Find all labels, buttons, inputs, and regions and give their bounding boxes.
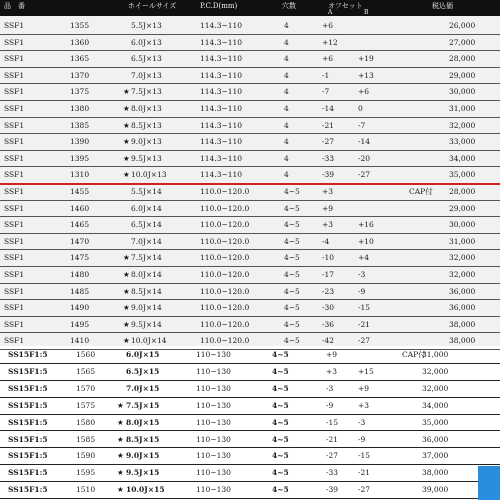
table-row: [0, 482, 500, 499]
header-offset: オフセット: [328, 2, 363, 10]
cell-wheel: 5.5J×13: [131, 21, 162, 30]
cell-name: SSF1: [4, 236, 25, 246]
cell-code: 1365: [70, 54, 90, 64]
cell-pcd: 110.0~120.0: [200, 203, 250, 213]
cell-name: SS15F1:5: [8, 451, 48, 461]
cell-code: 1475: [70, 253, 90, 263]
cell-holes: 4: [284, 120, 289, 130]
cell-pcd: 114.3~110: [200, 37, 243, 47]
cell-code: 1490: [70, 303, 90, 313]
cell-a: -1: [322, 70, 330, 80]
cell-name: SSF1: [4, 170, 25, 180]
cell-wheel: 9.5J×13: [131, 153, 162, 163]
cell-pcd: 110~130: [196, 350, 231, 359]
table-row: [0, 184, 500, 201]
cell-price: 28,000: [449, 54, 476, 64]
cell-name: SS15F1:5: [8, 400, 48, 410]
cell-a: +3: [322, 187, 334, 196]
cell-holes: 4~5: [284, 236, 300, 246]
cell-holes: 4~5: [284, 203, 300, 213]
cell-code: 1480: [70, 270, 90, 279]
cell-pcd: 110.0~120.0: [200, 336, 250, 346]
cell-a: -21: [326, 434, 339, 444]
table-row: [0, 364, 500, 381]
cell-code: 1470: [70, 236, 90, 246]
cell-price: 31,000: [422, 350, 449, 359]
cell-holes: 4~5: [284, 187, 300, 196]
cell-holes: 4: [284, 54, 289, 64]
cell-holes: 4~5: [284, 319, 300, 329]
cell-wheel: 8.5J×13: [131, 120, 162, 130]
cell-b: +9: [358, 383, 370, 393]
table-row: [0, 415, 500, 432]
cell-wheel: 8.0J×15: [126, 417, 160, 427]
table-row: [0, 18, 500, 35]
cell-price: 31,000: [449, 104, 476, 113]
cell-star: ★: [117, 417, 124, 427]
cell-a: +6: [322, 54, 334, 64]
cell-wheel: 8.5J×15: [126, 434, 160, 444]
cell-name: SS15F1:5: [8, 366, 48, 376]
header-pcd: P.C.D(mm): [200, 2, 238, 10]
cell-pcd: 114.3~110: [200, 153, 243, 163]
cell-star: ★: [123, 303, 130, 313]
cell-b: -9: [358, 286, 366, 296]
cell-b: -21: [358, 468, 371, 478]
cell-pcd: 110.0~120.0: [200, 220, 250, 230]
cell-pcd: 114.3~110: [200, 54, 243, 64]
cell-a: +3: [322, 220, 334, 230]
cell-name: SS15F1:5: [8, 350, 48, 359]
cell-price: 36,000: [422, 434, 449, 444]
cell-pcd: 110.0~120.0: [200, 319, 250, 329]
cell-code: 1385: [70, 120, 90, 130]
cell-pcd: 110.0~120.0: [200, 303, 250, 313]
cell-a: +9: [326, 350, 338, 359]
table-row: [0, 118, 500, 135]
cell-pcd: 110.0~120.0: [200, 253, 250, 263]
cell-name: SSF1: [4, 187, 25, 196]
cell-code: 1460: [70, 203, 90, 213]
cell-wheel: 5.5J×14: [131, 187, 162, 196]
cell-wheel: 7.0J×13: [131, 70, 162, 80]
cell-price: 34,000: [422, 400, 449, 410]
cell-price: 30,000: [449, 87, 476, 97]
cell-holes: 4~5: [284, 336, 300, 346]
cell-price: 34,000: [449, 153, 476, 163]
cell-price: 37,000: [422, 451, 449, 461]
cell-name: SS15F1:5: [8, 383, 48, 393]
cell-holes: 4~5: [272, 383, 289, 393]
cell-price: 26,000: [449, 21, 476, 30]
cell-a: -33: [326, 468, 339, 478]
table-row: [0, 51, 500, 68]
cell-holes: 4: [284, 87, 289, 97]
cell-price: 32,000: [422, 383, 449, 393]
table-row: [0, 217, 500, 234]
cell-a: -39: [326, 485, 339, 495]
cell-b: -15: [358, 303, 371, 313]
cell-a: -23: [322, 286, 335, 296]
cell-code: 1510: [76, 485, 96, 495]
cell-a: -17: [322, 270, 335, 279]
cell-price: 38,000: [449, 336, 476, 346]
header-offset-a: A: [328, 9, 333, 16]
blue-accent-block: [478, 466, 500, 500]
cell-a: -15: [326, 417, 339, 427]
cell-cap: CAP付: [409, 187, 433, 196]
cell-name: SSF1: [4, 336, 25, 346]
cell-name: SSF1: [4, 203, 25, 213]
cell-holes: 4~5: [272, 366, 289, 376]
cell-a: -36: [322, 319, 335, 329]
cell-pcd: 110~130: [196, 468, 231, 478]
cell-code: 1495: [70, 319, 90, 329]
cell-wheel: 7.5J×13: [131, 87, 162, 97]
cell-name: SSF1: [4, 21, 25, 30]
cell-a: -21: [322, 120, 335, 130]
cell-a: -7: [322, 87, 330, 97]
table-row: [0, 267, 500, 284]
cell-code: 1560: [76, 350, 96, 359]
cell-star: ★: [117, 468, 124, 478]
table-header: [0, 0, 500, 16]
cell-holes: 4~5: [272, 400, 289, 410]
header-wheel-size: ホイールサイズ: [128, 2, 177, 10]
cell-star: ★: [117, 434, 124, 444]
cell-b: +13: [358, 70, 374, 80]
cell-code: 1585: [76, 434, 96, 444]
header-product: 品 番: [4, 2, 25, 10]
cell-code: 1590: [76, 451, 96, 461]
header-offset-b: B: [364, 9, 369, 16]
red-divider-line: [0, 183, 500, 185]
cell-name: SSF1: [4, 37, 25, 47]
table-row: [0, 347, 500, 364]
cell-price: 36,000: [449, 286, 476, 296]
cell-holes: 4: [284, 37, 289, 47]
cell-code: 1575: [76, 400, 96, 410]
cell-a: +9: [322, 203, 334, 213]
cell-b: 0: [358, 104, 363, 113]
cell-price: 31,000: [449, 236, 476, 246]
cell-pcd: 114.3~110: [200, 70, 243, 80]
cell-holes: 4~5: [272, 434, 289, 444]
cell-b: -7: [358, 120, 366, 130]
header-holes: 穴数: [282, 2, 296, 10]
table-row: [0, 101, 500, 118]
cell-star: ★: [123, 87, 130, 97]
cell-a: -3: [326, 383, 334, 393]
cell-name: SSF1: [4, 87, 25, 97]
cell-code: 1375: [70, 87, 90, 97]
cell-price: 32,000: [449, 253, 476, 263]
cell-wheel: 7.5J×15: [126, 400, 160, 410]
table-row: [0, 234, 500, 251]
cell-wheel: 9.0J×13: [131, 137, 162, 147]
cell-name: SSF1: [4, 220, 25, 230]
cell-b: +10: [358, 236, 374, 246]
table-row: [0, 300, 500, 317]
cell-price: 28,000: [449, 187, 476, 196]
cell-pcd: 114.3~110: [200, 21, 243, 30]
cell-wheel: 8.0J×14: [131, 270, 162, 279]
cell-price: 32,000: [449, 270, 476, 279]
cell-a: -9: [326, 400, 334, 410]
cell-pcd: 110.0~120.0: [200, 286, 250, 296]
cell-name: SS15F1:5: [8, 485, 48, 495]
cell-b: -27: [358, 485, 371, 495]
cell-b: +15: [358, 366, 374, 376]
cell-star: ★: [117, 451, 124, 461]
cell-b: -20: [358, 153, 371, 163]
cell-code: 1565: [76, 366, 96, 376]
cell-name: SSF1: [4, 137, 25, 147]
cell-star: ★: [123, 286, 130, 296]
cell-b: +19: [358, 54, 374, 64]
cell-holes: 4~5: [272, 451, 289, 461]
table-row: [0, 35, 500, 52]
cell-holes: 4: [284, 153, 289, 163]
cell-wheel: 7.5J×14: [131, 253, 162, 263]
cell-a: -33: [322, 153, 335, 163]
cell-price: 36,000: [449, 303, 476, 313]
cell-price: 38,000: [422, 468, 449, 478]
cell-code: 1410: [70, 336, 90, 346]
cell-code: 1380: [70, 104, 90, 113]
cell-wheel: 7.0J×14: [131, 236, 162, 246]
cell-holes: 4: [284, 170, 289, 180]
cell-holes: 4~5: [284, 303, 300, 313]
table-row: [0, 151, 500, 168]
cell-pcd: 110~130: [196, 417, 231, 427]
cell-star: ★: [117, 400, 124, 410]
cell-a: -4: [322, 236, 330, 246]
cell-price: 33,000: [449, 137, 476, 147]
table-row: [0, 201, 500, 218]
cell-code: 1390: [70, 137, 90, 147]
table-row: [0, 398, 500, 415]
cell-holes: 4~5: [284, 220, 300, 230]
table-row: [0, 465, 500, 482]
cell-a: +12: [322, 37, 338, 47]
cell-price: 39,000: [422, 485, 449, 495]
cell-a: -10: [322, 253, 335, 263]
cell-holes: 4~5: [284, 270, 300, 279]
cell-star: ★: [123, 137, 130, 147]
cell-name: SSF1: [4, 303, 25, 313]
cell-pcd: 114.3~110: [200, 120, 243, 130]
cell-holes: 4~5: [272, 350, 289, 359]
table-row: [0, 432, 500, 449]
cell-name: SSF1: [4, 153, 25, 163]
cell-code: 1395: [70, 153, 90, 163]
cell-code: 1485: [70, 286, 90, 296]
cell-price: 38,000: [449, 319, 476, 329]
cell-star: ★: [123, 336, 130, 346]
cell-pcd: 110.0~120.0: [200, 270, 250, 279]
table-row: [0, 381, 500, 398]
row-separator: [0, 498, 500, 499]
cell-code: 1465: [70, 220, 90, 230]
cell-name: SSF1: [4, 253, 25, 263]
table-row: [0, 167, 500, 184]
cell-holes: 4: [284, 137, 289, 147]
cell-price: 27,000: [449, 37, 476, 47]
table-row: [0, 68, 500, 85]
cell-wheel: 9.5J×14: [131, 319, 162, 329]
cell-pcd: 110~130: [196, 383, 231, 393]
cell-b: -15: [358, 451, 371, 461]
cell-price: 30,000: [449, 220, 476, 230]
cell-name: SSF1: [4, 104, 25, 113]
cell-code: 1310: [70, 170, 90, 180]
table-row: [0, 317, 500, 334]
cell-code: 1355: [70, 21, 90, 30]
cell-b: +16: [358, 220, 374, 230]
cell-star: ★: [123, 319, 130, 329]
cell-holes: 4~5: [272, 485, 289, 495]
table-row: [0, 134, 500, 151]
cell-code: 1455: [70, 187, 90, 196]
cell-star: ★: [123, 253, 130, 263]
cell-name: SSF1: [4, 270, 25, 279]
cell-holes: 4~5: [272, 468, 289, 478]
cell-star: ★: [117, 485, 124, 495]
cell-pcd: 114.3~110: [200, 104, 243, 113]
cell-wheel: 6.0J×15: [126, 350, 160, 359]
cell-b: -3: [358, 270, 366, 279]
table-row: [0, 250, 500, 267]
cell-code: 1360: [70, 37, 90, 47]
cell-star: ★: [123, 170, 130, 180]
cell-price: 29,000: [449, 70, 476, 80]
cell-a: +3: [326, 366, 338, 376]
cell-holes: 4: [284, 70, 289, 80]
cell-wheel: 10.0J×15: [126, 485, 165, 495]
cell-pcd: 110.0~120.0: [200, 187, 250, 196]
cell-price: 32,000: [449, 120, 476, 130]
cell-wheel: 6.0J×14: [131, 203, 162, 213]
cell-wheel: 6.5J×13: [131, 54, 162, 64]
table-row: [0, 284, 500, 301]
cell-b: -21: [358, 319, 371, 329]
cell-b: -3: [358, 417, 366, 427]
cell-name: SS15F1:5: [8, 417, 48, 427]
cell-price: 29,000: [449, 203, 476, 213]
cell-name: SSF1: [4, 120, 25, 130]
cell-b: -9: [358, 434, 366, 444]
cell-name: SSF1: [4, 319, 25, 329]
cell-b: +3: [358, 400, 370, 410]
cell-holes: 4~5: [284, 253, 300, 263]
cell-holes: 4~5: [272, 417, 289, 427]
cell-a: -42: [322, 336, 335, 346]
cell-name: SS15F1:5: [8, 468, 48, 478]
cell-pcd: 110~130: [196, 366, 231, 376]
cell-a: -27: [322, 137, 335, 147]
cell-wheel: 9.0J×15: [126, 451, 160, 461]
cell-code: 1595: [76, 468, 96, 478]
cell-name: SSF1: [4, 286, 25, 296]
table-row: [0, 448, 500, 465]
cell-wheel: 6.0J×13: [131, 37, 162, 47]
cell-b: +6: [358, 87, 370, 97]
cell-a: -39: [322, 170, 335, 180]
cell-pcd: 114.3~110: [200, 170, 243, 180]
cell-pcd: 114.3~110: [200, 87, 243, 97]
cell-wheel: 7.0J×15: [126, 383, 160, 393]
cell-b: -14: [358, 137, 371, 147]
cell-holes: 4: [284, 21, 289, 30]
cell-wheel: 8.5J×14: [131, 286, 162, 296]
cell-star: ★: [123, 270, 130, 279]
cell-a: -14: [322, 104, 335, 113]
cell-pcd: 110~130: [196, 400, 231, 410]
cell-wheel: 8.0J×13: [131, 104, 162, 113]
cell-a: +6: [322, 21, 334, 30]
cell-star: ★: [123, 104, 130, 113]
cell-wheel: 6.5J×14: [131, 220, 162, 230]
cell-code: 1580: [76, 417, 96, 427]
cell-wheel: 6.5J×15: [126, 366, 160, 376]
cell-pcd: 110.0~120.0: [200, 236, 250, 246]
cell-wheel: 9.0J×14: [131, 303, 162, 313]
cell-b: +4: [358, 253, 370, 263]
cell-b: -27: [358, 336, 371, 346]
cell-cap: CAP付: [402, 350, 426, 359]
cell-wheel: 10.0J×14: [131, 336, 167, 346]
header-price: 税込価: [432, 2, 453, 10]
cell-pcd: 110~130: [196, 451, 231, 461]
cell-pcd: 110~130: [196, 485, 231, 495]
cell-star: ★: [123, 120, 130, 130]
cell-holes: 4~5: [284, 286, 300, 296]
cell-a: -27: [326, 451, 339, 461]
cell-code: 1570: [76, 383, 96, 393]
cell-pcd: 114.3~110: [200, 137, 243, 147]
cell-name: SSF1: [4, 54, 25, 64]
cell-b: -27: [358, 170, 371, 180]
cell-price: 35,000: [449, 170, 476, 180]
cell-name: SSF1: [4, 70, 25, 80]
table-row: [0, 84, 500, 101]
cell-pcd: 110~130: [196, 434, 231, 444]
cell-wheel: 10.0J×13: [131, 170, 167, 180]
cell-a: -30: [322, 303, 335, 313]
cell-price: 32,000: [422, 366, 449, 376]
cell-holes: 4: [284, 104, 289, 113]
cell-star: ★: [123, 153, 130, 163]
cell-name: SS15F1:5: [8, 434, 48, 444]
cell-wheel: 9.5J×15: [126, 468, 160, 478]
cell-price: 35,000: [422, 417, 449, 427]
cell-code: 1370: [70, 70, 90, 80]
